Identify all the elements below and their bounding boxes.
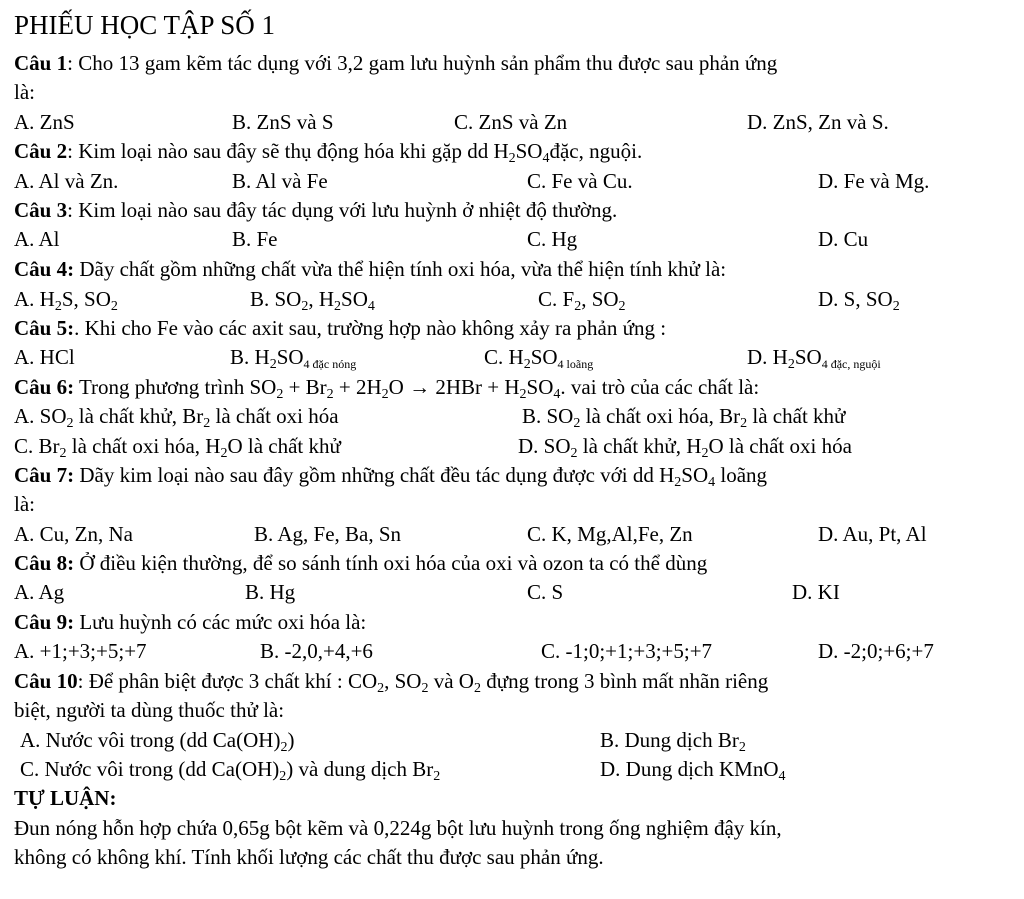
option-d: D. -2;0;+6;+7 [818,639,934,663]
option-b: B. Hg [245,580,296,604]
option-c: C. ZnS và Zn [454,110,568,134]
option-b: B. $SO_2$ là chất oxi hóa, $Br_2$ là chất khử [522,404,846,431]
question-3: Câu 3: Kim loại nào sau đây tác dụng với lưu huỳnh ở nhiệt độ thường. [14,198,618,222]
option-b: B. $H_2SO_{4 đặc nóng}$ [230,345,357,372]
option-a: A. ZnS [14,110,75,134]
option-b: B. -2,0,+4,+6 [260,639,373,663]
option-a: A. Ag [14,580,65,604]
question-10: Câu 10: Để phân biệt được 3 chất khí : $CO_2$, $SO_2$ và $O_2$ đựng trong 3 bình mất nhãn riêng [14,669,769,696]
option-c: C. $Br_2$ là chất oxi hóa, $H_2O$ là chất khử [14,434,341,461]
option-c: C. Hg [527,227,578,251]
option-c: C. -1;0;+1;+3;+5;+7 [541,639,713,663]
option-d: D. Fe và Mg. [818,169,930,193]
question-2: Câu 2: Kim loại nào sau đây sẽ thụ động hóa khi gặp dd $H_2SO_4đặc$, nguội. [14,139,643,166]
question-4: Câu 4: Dãy chất gồm những chất vừa thể hiện tính oxi hóa, vừa thể hiện tính khử là: [14,257,727,281]
option-a: A. Al [14,227,60,251]
option-b: B. Fe [232,227,278,251]
question-1: Câu 1: Cho 13 gam kẽm tác dụng với 3,2 gam lưu huỳnh sản phẩm thu được sau phản ứng [14,51,778,75]
question-7-cont: là: [14,492,35,516]
question-8: Câu 8: Ở điều kiện thường, để so sánh tính oxi hóa của oxi và ozon ta có thể dùng [14,551,708,575]
question-6: Câu 6: Trong phương trình $SO_2 + Br_2 + 2H_2O \to 2HBr + H_2SO_4$. vai trò của các chất là: [14,375,760,402]
essay-line: không có không khí. Tính khối lượng các chất thu được sau phản ứng. [14,845,604,869]
option-d: D. Cu [818,227,869,251]
option-d: D. $H_2SO_{4 đặc, nguội}$ [747,345,881,372]
question-7: Câu 7: Dãy kim loại nào sau đây gồm những chất đều tác dụng được với dd $H_2SO_4$ loãng [14,463,768,490]
option-d: D. S, $SO_2$ [818,287,900,314]
option-d: D. ZnS, Zn và S. [747,110,889,134]
option-a: A. Al và Zn. [14,169,119,193]
option-d: D. Dung dịch KMnO$_4$ [600,757,786,784]
option-b: B. Ag, Fe, Ba, Sn [254,522,402,546]
option-a: A. +1;+3;+5;+7 [14,639,147,663]
essay-heading: TỰ LUẬN: [14,786,117,810]
option-c: C. K, Mg,Al,Fe, Zn [527,522,693,546]
question-10-cont: biệt, người ta dùng thuốc thử là: [14,698,285,722]
option-b: B. Al và Fe [232,169,328,193]
option-c: C. $F_2$, $SO_2$ [538,287,626,314]
option-c: C. Fe và Cu. [527,169,633,193]
page-title: PHIẾU HỌC TẬP SỐ 1 [14,10,276,40]
option-b: B. Dung dịch $Br_2$ [600,728,746,755]
essay-line: Đun nóng hỗn hợp chứa 0,65g bột kẽm và 0,224g bột lưu huỳnh trong ống nghiệm đậy kín, [14,816,782,840]
option-c: C. Nước vôi trong (dd $Ca(OH)_2$) và dung dịch $Br_2$ [20,757,441,784]
option-d: D. KI [792,580,840,604]
question-label: Câu 1 [14,51,68,75]
option-a: A. Nước vôi trong (dd $Ca(OH)_2$) [20,728,295,755]
option-a: A. HCl [14,345,75,369]
option-b: B. $SO_2$, $H_2SO_4$ [250,287,375,314]
option-d: D. Au, Pt, Al [818,522,927,546]
option-a: A. $SO_2$ là chất khử, $Br_2$ là chất oxi hóa [14,404,339,431]
question-5: Câu 5:. Khi cho Fe vào các axit sau, trường hợp nào không xảy ra phản ứng : [14,316,667,340]
question-1-cont: là: [14,80,35,104]
option-d: D. $SO_2$ là chất khử, $H_2O$ là chất oxi hóa [518,434,852,461]
question-9: Câu 9: Lưu huỳnh có các mức oxi hóa là: [14,610,367,634]
option-a: A. Cu, Zn, Na [14,522,133,546]
option-b: B. ZnS và S [232,110,334,134]
option-a: A. $H_2S$, $SO_2$ [14,287,118,314]
option-c: C. $H_2SO_{4 loãng}$ [484,345,594,372]
option-c: C. S [527,580,564,604]
